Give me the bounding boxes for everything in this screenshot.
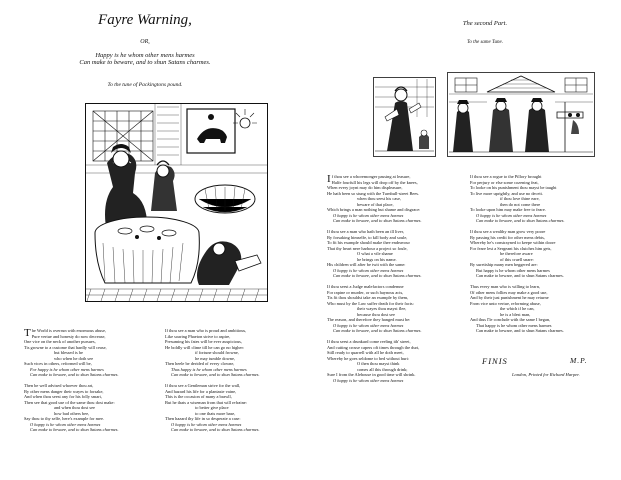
left-col2-line: to one thats more base, — [195, 410, 236, 416]
left-column-1 — [24, 328, 159, 433]
right-col2-line: To looke upon him may make free to feare. — [470, 207, 546, 212]
right-col1-line: The reason, and therefore they hanged must be: — [327, 317, 411, 322]
right-col1-line: because thou dost see — [357, 311, 395, 317]
right-col2-line: And by their just punishment he may returne — [470, 295, 549, 300]
right-dropcap: I — [327, 173, 331, 185]
woodcut-tavern-scene — [85, 103, 268, 302]
right-col2-line: From vice unto vertue, reforming abuse, — [470, 300, 541, 306]
right-col2-line: If thou see a wealthy man grow very poore — [470, 229, 546, 234]
right-woodcut-1 — [373, 77, 436, 157]
right-col1-line: He hath been so stung with the Turnbull-street Bees. — [327, 190, 420, 196]
right-col1-line: O what a vile shame — [357, 251, 393, 256]
left-col1-line: Pure vertue and honesty do now decrease, — [31, 333, 106, 339]
left-column-2 — [165, 328, 305, 433]
left-col1-line: Then see that good use of the same thou dost make: — [24, 399, 115, 405]
right-col1-line: O happy is he whom other mens harmes — [333, 377, 404, 383]
right-col1-line: To fit his example should make thee endeavour — [327, 240, 410, 245]
left-col2-line: Then hazard thy life in so desperate a case: — [165, 416, 241, 421]
left-or: OR, — [140, 39, 150, 45]
left-col2-line: Can make to beware, and to shun Satans charmes. — [171, 427, 260, 432]
right-col1-line: their wayes thou mayst flee, — [357, 306, 407, 311]
right-woodcut-2 — [447, 72, 595, 157]
right-col2-line: And thus I'le conclude with the same I began, — [470, 317, 551, 322]
left-col1-line: Say thou to thy selfe, here's example for mee. — [24, 416, 105, 421]
right-col2-line: For perjury or else some cozening feat, — [470, 179, 539, 185]
right-col2-line: of this cruell snare: — [500, 256, 534, 262]
left-subtitle — [40, 52, 250, 66]
left-col2-line: Thus happy is he whom other mens harmes — [171, 366, 247, 372]
author-initials: M.P. — [570, 356, 588, 365]
left-col1-line: And when thou seest any for his folly smart, — [24, 394, 102, 399]
right-col1-line: beware of that place, — [357, 201, 394, 207]
right-col2-line: then do not come there — [500, 201, 541, 207]
left-tune: To the tune of Packingtons pound. — [107, 82, 183, 88]
right-col2-line: be therefore aware — [500, 251, 533, 256]
right-col2-line: But happy is he whom other mens harmes — [476, 267, 550, 273]
right-col2-line: By suretiship many men beggered are: — [470, 262, 538, 267]
left-col1-line: By other mens danger their wayes to forsake, — [24, 388, 104, 394]
right-col1-line: Can make to beware, and to shun Satans charmes. — [333, 328, 422, 333]
left-dropcap: T — [24, 327, 31, 339]
left-col2-line: If thou see a Gentleman strive for the wall, — [165, 383, 241, 388]
right-col1-line: For rapine or murder, or such haynous acts, — [327, 289, 404, 295]
left-subtitle-line2: Can make to beware, and to shun Satans charmes. — [79, 59, 211, 67]
left-col1-line: Can make to beware, and to shun Satans charmes. — [30, 427, 119, 432]
right-col1-line: he brings on his name. — [357, 256, 397, 262]
left-col1-line: he World is overrun with enormous abuse, — [31, 328, 107, 333]
right-col1-line: Still ready to quarrell with all he doth meet, — [327, 350, 404, 355]
left-subtitle-line1: Happy is he whom other mens harmes — [95, 52, 195, 59]
woodcut-woman-figure — [373, 77, 436, 157]
left-col2-line: he may tumble downe, — [195, 355, 235, 361]
right-col1-line: f thou see a whoremonger passing at leasure, — [331, 174, 411, 179]
left-col2-line: And hazard his life for a plantasie vaine, — [165, 388, 237, 394]
right-col1-line: when thou seest his case, — [357, 196, 402, 201]
left-col1-line: how bad others bee, — [54, 410, 90, 416]
right-col2-line: Of other mens follies may make a good use, — [470, 289, 548, 295]
woodcut-pillory-scene — [447, 72, 595, 157]
right-col1-line: Can make to beware, and to shun Satans charmes. — [333, 273, 422, 278]
left-col2-line: Presuming his fates will be ever auspicious, — [165, 339, 242, 344]
right-col2-line: the which if he can, — [500, 306, 535, 311]
left-title: Fayre Warning, — [98, 12, 192, 28]
left-col1-line: Can make to beware, and to shun Satans charmes. — [30, 372, 119, 377]
left-woodcut-illustration — [85, 103, 268, 302]
right-col1-line: Can make to beware, and to shun Satans charmes. — [333, 218, 422, 223]
right-col2-line: Whereby he's constrayned to keepe within doore — [470, 240, 556, 245]
right-col2-line: To looke on his punishment thou mayst be taught — [470, 185, 557, 190]
left-col2-line: Can make to beware, and to shun Satans charmes. — [171, 372, 260, 377]
right-col2-line: Can make to beware, and to shun Satans charmes. — [476, 218, 565, 223]
right-col2-line: Can make to beware, and to shun Satans charmes. — [476, 328, 564, 333]
right-col1-line: And cutting crosse capers oft times through the durt, — [327, 344, 420, 350]
right-col2-line: For feare lest a Sergeant his clutches him gets, — [470, 245, 552, 251]
left-col2-line: Then heele be derided of every clowne, — [165, 361, 235, 366]
right-col1-line: When every joynt may do him displeasure, — [327, 185, 403, 190]
right-col1-line: Tis fit thou shouldst take an example by them, — [327, 295, 409, 300]
left-col1-line: Then be well advised whoever thou art, — [24, 383, 94, 388]
printer-line: London, Printed for Richard Harper. — [512, 372, 580, 377]
right-column-1 — [327, 174, 465, 383]
left-col2-line: to better give place — [195, 405, 229, 410]
left-col2-line: if fortune should frowne, — [195, 350, 239, 355]
right-col2-line: he is a blest man, — [500, 311, 531, 317]
left-col2-line: But he thats a wiseman from that will refraine: — [165, 399, 247, 405]
right-tune: To the same Tune. — [467, 40, 503, 45]
right-col1-line: His children will after be twit with the same: — [327, 262, 406, 267]
right-col1-line: comes all this through drink; — [357, 366, 408, 372]
left-col2-line: He boldly will clime till he can go no higher: — [165, 344, 245, 350]
left-col1-line: Tis growne to a custome that hardly will cease, — [24, 344, 107, 350]
right-col2-line: Thus every man who is willing to learn, — [470, 284, 540, 289]
left-col1-line: and when thou dost see — [54, 405, 95, 410]
finis-label: FINIS — [482, 356, 508, 366]
right-column-2 — [470, 174, 610, 334]
left-col2-line: If thou see a man who is proud and ambitious, — [165, 328, 247, 333]
left-col1-line: One vice on the neck of another pursues, — [24, 339, 96, 344]
left-col1-line: who when he doth see — [54, 355, 94, 361]
right-col2-line: Can make to beware, and to shun Satans charmes. — [476, 273, 564, 278]
right-col2-line: O happy is he whom other mens harmes — [476, 212, 547, 218]
right-col1-line: O happy is he whom other mens harmes — [333, 267, 404, 273]
right-col1-line: O happy is he whom other mens harmes — [333, 322, 404, 328]
right-col2-line: if thou love thine eare, — [500, 196, 540, 201]
right-col1-line: If thou seest a drunkard come reeling ith' street, — [327, 339, 411, 344]
right-col1-line: Halfe fourfull his legs will drop off by the knees, — [331, 179, 418, 185]
right-col1-line: O then thou mayst think — [357, 361, 400, 366]
right-title: The second Part. — [462, 20, 508, 27]
right-col2-line: To live more uprightly, and use no deceit. — [470, 190, 543, 196]
left-col2-line: O happy is he whom other mens harmes — [171, 421, 242, 427]
left-col2-line: Like soaring Phaeton strive to aspire, — [165, 333, 231, 339]
left-col1-line: For happy is he whom other mens harmes — [30, 366, 104, 372]
left-col1-line: O happy is he whom other mens harmes — [30, 421, 101, 427]
right-col2-line: If thou see a rogue to the Pillory brought — [470, 174, 542, 179]
left-col2-line: This is the occasion of many a brawll, — [165, 394, 232, 399]
right-col1-line: If thou see a man who hath been an ill liver, — [327, 229, 405, 234]
left-col1-line: but blessed is he — [54, 350, 83, 355]
right-col2-line: That happy is he whom other mens harmes — [476, 322, 552, 328]
right-col1-line: Whereby he goes seldome to bed without hurt: — [327, 355, 410, 361]
right-col1-line: By forsaking himselfe, to kill body and soule, — [327, 234, 408, 240]
right-col1-line: Sure I from the Alehouse in good time will shrink. — [327, 372, 416, 377]
right-col1-line: O happy is he whom other mens harmes — [333, 212, 404, 218]
right-col1-line: Who must by the Law suffer death for their facts: — [327, 300, 414, 306]
right-col1-line: Which brings a man nothing but shame and disgrace: — [327, 207, 421, 212]
right-col1-line: If thou seest a Judge malefactors condemne — [327, 284, 404, 289]
left-col1-line: Such vices in others, reformed will be, — [24, 361, 92, 366]
right-col1-line: That thy heart nere harbour a project so foule, — [327, 245, 408, 251]
right-col2-line: By passing his credit for other mens debts, — [470, 234, 545, 240]
